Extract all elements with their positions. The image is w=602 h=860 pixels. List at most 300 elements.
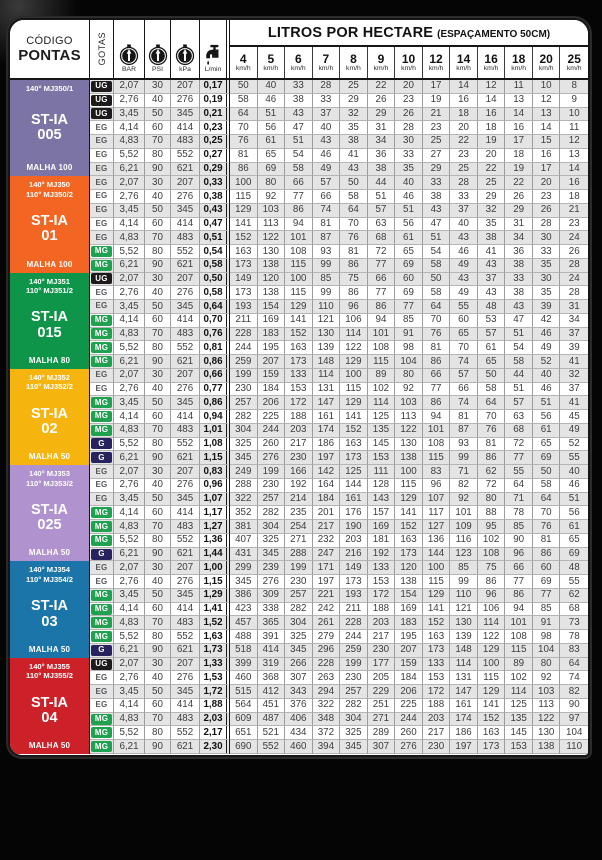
lha-cell: 64 — [230, 108, 258, 122]
lha-cell: 338 — [258, 603, 286, 617]
lha-cell: 257 — [285, 589, 313, 603]
bar-unit-label: BAR — [122, 66, 136, 74]
kpa-cell: 621 — [171, 259, 200, 273]
lha-cell: 228 — [340, 616, 368, 630]
lha-cell: 33 — [505, 273, 533, 287]
category-cell — [10, 176, 90, 272]
lha-cell: 99 — [313, 259, 341, 273]
model-line: 110° MJ352/2 — [26, 382, 73, 392]
lha-cell: 86 — [478, 451, 506, 465]
lha-cell: 172 — [285, 396, 313, 410]
kpa-cell: 345 — [171, 396, 200, 410]
lha-cell: 78 — [505, 506, 533, 520]
speed-header-cell-16kmh — [478, 47, 506, 78]
speed-value: 18 — [511, 51, 526, 66]
lha-cell: 35 — [533, 286, 561, 300]
lha-cell: 80 — [533, 658, 561, 672]
lmin-cell: 0,58 — [200, 286, 230, 300]
kpa-cell: 345 — [171, 685, 200, 699]
lha-cell: 22 — [478, 163, 506, 177]
speed-value: 9 — [377, 51, 385, 66]
drop-size-badge-eg: EG — [95, 480, 108, 490]
kpa-cell: 621 — [171, 355, 200, 369]
model-line: 140° MJ355 — [28, 661, 71, 671]
lha-cell: 457 — [230, 616, 258, 630]
lha-cell: 521 — [258, 726, 286, 740]
lha-cell: 257 — [258, 493, 286, 507]
lha-cell: 230 — [285, 451, 313, 465]
lha-cell: 29 — [423, 163, 451, 177]
lha-cell: 49 — [450, 286, 478, 300]
drop-size-badge-eg: EG — [95, 150, 108, 160]
lha-cell: 51 — [285, 135, 313, 149]
gotas-cell — [90, 713, 114, 727]
lha-cell: 87 — [313, 231, 341, 245]
lha-cell: 117 — [423, 506, 451, 520]
lha-cell: 57 — [505, 396, 533, 410]
lha-cell: 20 — [478, 149, 506, 163]
model-line: 140° MJ352 — [28, 372, 71, 382]
code-label — [31, 214, 68, 244]
lha-cell: 127 — [423, 520, 451, 534]
kpa-cell: 276 — [171, 94, 200, 108]
lha-cell: 82 — [560, 685, 588, 699]
lha-cell: 86 — [478, 575, 506, 589]
lha-cell: 18 — [450, 108, 478, 122]
lha-cell: 26 — [505, 190, 533, 204]
gotas-label: GOTAS — [96, 32, 107, 66]
lha-cell: 114 — [478, 616, 506, 630]
bar-cell: 2,07 — [114, 369, 145, 383]
lha-cell: 217 — [423, 726, 451, 740]
lha-cell: 17 — [423, 80, 451, 94]
psi-cell: 50 — [145, 396, 171, 410]
lha-cell: 122 — [340, 341, 368, 355]
lha-cell: 153 — [423, 671, 451, 685]
lha-cell: 186 — [450, 726, 478, 740]
lha-cell: 207 — [258, 355, 286, 369]
lha-cell: 51 — [258, 108, 286, 122]
bar-header-cell — [114, 20, 145, 78]
lha-cell: 65 — [395, 245, 423, 259]
lha-cell: 77 — [285, 190, 313, 204]
lha-cell: 690 — [230, 740, 258, 754]
lha-cell: 345 — [230, 451, 258, 465]
bar-cell: 6,21 — [114, 259, 145, 273]
lha-cell: 93 — [313, 245, 341, 259]
lha-cell: 345 — [285, 644, 313, 658]
lha-cell: 38 — [478, 231, 506, 245]
lha-cell: 99 — [450, 575, 478, 589]
gotas-cell — [90, 603, 114, 617]
lha-cell: 307 — [285, 671, 313, 685]
speed-header-cell-12kmh — [423, 47, 451, 78]
lha-cell: 76 — [478, 424, 506, 438]
lha-cell: 24 — [560, 231, 588, 245]
psi-cell: 90 — [145, 163, 171, 177]
lha-cell: 192 — [285, 479, 313, 493]
lha-cell: 129 — [340, 396, 368, 410]
bar-cell: 4,14 — [114, 410, 145, 424]
codigo-label: CÓDIGO — [26, 34, 73, 47]
kpa-cell: 414 — [171, 506, 200, 520]
lha-cell: 94 — [505, 603, 533, 617]
speed-unit: km/h — [235, 64, 251, 72]
lha-cell: 91 — [533, 616, 561, 630]
gotas-cell — [90, 534, 114, 548]
lha-cell: 460 — [285, 740, 313, 754]
speed-unit: km/h — [511, 64, 527, 72]
drop-size-badge-eg: EG — [95, 205, 108, 215]
lha-cell: 257 — [340, 685, 368, 699]
lha-cell: 58 — [478, 383, 506, 397]
model-label — [26, 469, 73, 488]
lha-cell: 217 — [285, 438, 313, 452]
gotas-header-cell — [90, 20, 114, 78]
lha-cell: 230 — [423, 740, 451, 754]
lha-cell: 121 — [450, 603, 478, 617]
lha-cell: 35 — [478, 218, 506, 232]
lha-cell: 33 — [313, 94, 341, 108]
lha-cell: 41 — [560, 396, 588, 410]
lha-cell: 201 — [313, 506, 341, 520]
lha-cell: 552 — [258, 740, 286, 754]
lha-cell: 22 — [450, 135, 478, 149]
lha-cell: 247 — [313, 548, 341, 562]
lha-cell: 276 — [258, 575, 286, 589]
lha-cell: 29 — [478, 190, 506, 204]
lha-cell: 94 — [423, 410, 451, 424]
kpa-cell: 345 — [171, 108, 200, 122]
gotas-cell — [90, 548, 114, 562]
lha-cell: 108 — [285, 245, 313, 259]
malha-label: MALHA 50 — [28, 452, 71, 462]
lha-cell: 69 — [560, 548, 588, 562]
lha-cell: 80 — [258, 176, 286, 190]
kpa-cell: 276 — [171, 383, 200, 397]
drop-size-badge-eg: EG — [95, 576, 108, 586]
kpa-cell: 207 — [171, 273, 200, 287]
lha-cell: 51 — [505, 383, 533, 397]
lha-cell: 244 — [340, 630, 368, 644]
code-size: 02 — [41, 420, 58, 437]
lha-cell: 304 — [258, 520, 286, 534]
lmin-cell: 0,64 — [200, 300, 230, 314]
model-label — [26, 662, 73, 681]
gotas-cell — [90, 300, 114, 314]
lha-cell: 25 — [450, 163, 478, 177]
psi-cell: 50 — [145, 685, 171, 699]
lha-cell: 244 — [258, 424, 286, 438]
lha-cell: 133 — [423, 658, 451, 672]
lha-cell: 102 — [505, 671, 533, 685]
lha-cell: 33 — [395, 149, 423, 163]
lha-cell: 122 — [258, 231, 286, 245]
lha-cell: 133 — [285, 369, 313, 383]
lha-cell: 71 — [505, 493, 533, 507]
lha-cell: 89 — [368, 369, 396, 383]
lmin-cell: 1,73 — [200, 644, 230, 658]
speed-header-cell-14kmh — [450, 47, 478, 78]
drop-size-badge-eg: EG — [95, 700, 108, 710]
model-line: 110° MJ350/2 — [26, 189, 73, 199]
kpa-cell: 207 — [171, 80, 200, 94]
drop-size-badge-ug: UG — [91, 659, 112, 670]
bar-cell: 2,76 — [114, 575, 145, 589]
lha-cell: 50 — [340, 176, 368, 190]
bar-cell: 4,83 — [114, 520, 145, 534]
lha-cell: 32 — [478, 204, 506, 218]
lha-cell: 46 — [533, 328, 561, 342]
lha-cell: 115 — [285, 259, 313, 273]
lha-cell: 46 — [450, 245, 478, 259]
kpa-cell: 276 — [171, 286, 200, 300]
lha-cell: 152 — [340, 424, 368, 438]
psi-cell: 90 — [145, 740, 171, 754]
psi-cell: 70 — [145, 424, 171, 438]
lha-cell: 135 — [505, 713, 533, 727]
lha-cell: 37 — [560, 328, 588, 342]
category-cell — [10, 273, 90, 369]
lha-cell: 103 — [533, 685, 561, 699]
lha-cell: 87 — [450, 424, 478, 438]
psi-cell: 80 — [145, 534, 171, 548]
lha-cell: 181 — [368, 534, 396, 548]
lha-cell: 51 — [560, 493, 588, 507]
lha-cell: 141 — [285, 314, 313, 328]
lha-cell: 163 — [478, 726, 506, 740]
code-size: 04 — [41, 709, 58, 726]
lha-cell: 197 — [313, 575, 341, 589]
lmin-unit-label: L/min — [204, 66, 222, 74]
lha-cell: 138 — [258, 286, 286, 300]
psi-cell: 90 — [145, 644, 171, 658]
lha-cell: 230 — [340, 671, 368, 685]
lha-cell: 294 — [313, 685, 341, 699]
lha-cell: 38 — [423, 190, 451, 204]
psi-cell: 30 — [145, 273, 171, 287]
drop-size-badge-eg: EG — [95, 232, 108, 242]
lmin-cell: 1,63 — [200, 630, 230, 644]
lha-cell: 41 — [478, 245, 506, 259]
kpa-cell: 276 — [171, 671, 200, 685]
code-series: ST-IA — [30, 502, 69, 519]
lha-cell: 184 — [395, 671, 423, 685]
lha-cell: 163 — [423, 630, 451, 644]
code-label — [31, 599, 68, 629]
kpa-cell: 414 — [171, 121, 200, 135]
lha-cell: 282 — [258, 506, 286, 520]
lha-cell: 70 — [423, 314, 451, 328]
lha-cell: 70 — [533, 506, 561, 520]
lha-cell: 304 — [285, 616, 313, 630]
lha-cell: 53 — [478, 314, 506, 328]
lha-cell: 56 — [395, 218, 423, 232]
speed-value: 20 — [539, 51, 553, 66]
lha-cell: 30 — [533, 273, 561, 287]
drop-size-badge-mg: MG — [91, 714, 112, 725]
psi-cell: 50 — [145, 108, 171, 122]
lha-cell: 153 — [368, 451, 396, 465]
lmin-cell: 0,94 — [200, 410, 230, 424]
lha-cell: 282 — [340, 699, 368, 713]
lha-cell: 230 — [285, 575, 313, 589]
lha-cell: 82 — [450, 479, 478, 493]
lha-cell: 25 — [340, 80, 368, 94]
drop-size-badge-mg: MG — [91, 425, 112, 436]
lha-cell: 279 — [313, 630, 341, 644]
lmin-cell: 1,44 — [200, 548, 230, 562]
bar-cell: 6,21 — [114, 163, 145, 177]
speed-value: 6 — [294, 51, 302, 66]
lha-cell: 74 — [450, 396, 478, 410]
bar-cell: 5,52 — [114, 245, 145, 259]
drop-size-badge-mg: MG — [91, 356, 112, 367]
lha-cell: 92 — [258, 190, 286, 204]
lha-cell: 55 — [505, 465, 533, 479]
lha-cell: 114 — [505, 685, 533, 699]
speed-unit: km/h — [401, 64, 416, 72]
lha-cell: 121 — [313, 314, 341, 328]
lha-cell: 154 — [258, 300, 286, 314]
lha-cell: 122 — [533, 713, 561, 727]
code-size: 025 — [37, 517, 62, 534]
kpa-cell: 207 — [171, 561, 200, 575]
lha-cell: 64 — [560, 658, 588, 672]
lha-cell: 261 — [313, 616, 341, 630]
lha-cell: 28 — [450, 176, 478, 190]
lha-cell: 61 — [533, 424, 561, 438]
lha-cell: 50 — [230, 80, 258, 94]
category-cell — [10, 465, 90, 561]
drop-size-badge-mg: MG — [91, 604, 112, 615]
lha-cell: 176 — [340, 506, 368, 520]
lha-cell: 114 — [340, 328, 368, 342]
lha-cell: 106 — [340, 314, 368, 328]
lha-cell: 61 — [395, 231, 423, 245]
kpa-cell: 483 — [171, 135, 200, 149]
speed-unit: km/h — [346, 64, 361, 72]
lha-cell: 56 — [258, 121, 286, 135]
lha-cell: 40 — [395, 176, 423, 190]
model-line: 140° MJ354 — [28, 565, 71, 575]
psi-cell: 60 — [145, 699, 171, 713]
lha-cell: 11 — [560, 121, 588, 135]
lha-cell: 143 — [368, 493, 396, 507]
lha-cell: 130 — [395, 438, 423, 452]
psi-cell: 90 — [145, 451, 171, 465]
lha-cell: 108 — [478, 548, 506, 562]
lha-cell: 85 — [533, 603, 561, 617]
lha-cell: 94 — [368, 314, 396, 328]
lha-cell: 145 — [368, 438, 396, 452]
lha-cell: 235 — [285, 506, 313, 520]
lha-cell: 40 — [533, 369, 561, 383]
lha-cell: 173 — [230, 286, 258, 300]
lmin-cell: 1,52 — [200, 616, 230, 630]
lmin-cell: 1,27 — [200, 520, 230, 534]
lha-cell: 77 — [368, 259, 396, 273]
lha-cell: 114 — [450, 658, 478, 672]
gotas-cell — [90, 479, 114, 493]
lha-cell: 28 — [560, 286, 588, 300]
lha-cell: 460 — [230, 671, 258, 685]
lha-cell: 66 — [505, 561, 533, 575]
gotas-cell — [90, 355, 114, 369]
lha-cell: 173 — [478, 740, 506, 754]
lha-cell: 10 — [533, 80, 561, 94]
drop-size-badge-mg: MG — [91, 521, 112, 532]
lha-cell: 38 — [505, 286, 533, 300]
lha-cell: 57 — [450, 369, 478, 383]
psi-header-cell — [145, 20, 171, 78]
lha-cell: 33 — [423, 176, 451, 190]
pontas-label: PONTAS — [18, 46, 81, 64]
lha-cell: 57 — [368, 204, 396, 218]
lha-cell: 128 — [368, 479, 396, 493]
lha-cell: 47 — [505, 314, 533, 328]
speed-unit: km/h — [566, 64, 582, 72]
lha-cell: 49 — [450, 259, 478, 273]
lha-cell: 69 — [258, 163, 286, 177]
bar-cell: 2,76 — [114, 286, 145, 300]
lha-cell: 16 — [505, 121, 533, 135]
gotas-cell — [90, 314, 114, 328]
gotas-cell — [90, 341, 114, 355]
lha-cell: 86 — [368, 300, 396, 314]
lha-cell: 211 — [340, 603, 368, 617]
lha-cell: 38 — [368, 163, 396, 177]
lha-cell: 177 — [368, 658, 396, 672]
lha-cell: 66 — [285, 176, 313, 190]
lha-cell: 183 — [258, 328, 286, 342]
lha-cell: 98 — [533, 630, 561, 644]
lha-cell: 63 — [505, 410, 533, 424]
lha-cell: 30 — [395, 135, 423, 149]
lha-cell: 15 — [533, 135, 561, 149]
lha-cell: 25 — [478, 176, 506, 190]
kpa-cell: 621 — [171, 163, 200, 177]
lha-cell: 115 — [395, 479, 423, 493]
lha-cell: 65 — [258, 149, 286, 163]
lha-cell: 74 — [450, 355, 478, 369]
lha-cell: 32 — [560, 369, 588, 383]
lha-cell: 352 — [230, 506, 258, 520]
lha-cell: 101 — [423, 424, 451, 438]
lha-cell: 147 — [450, 685, 478, 699]
lha-cell: 14 — [560, 163, 588, 177]
lha-cell: 65 — [560, 534, 588, 548]
drop-size-badge-mg: MG — [91, 328, 112, 339]
lha-cell: 251 — [368, 699, 396, 713]
lha-cell: 77 — [533, 589, 561, 603]
lha-cell: 45 — [560, 410, 588, 424]
drop-size-badge-mg: MG — [91, 631, 112, 642]
lha-cell: 276 — [258, 451, 286, 465]
psi-cell: 50 — [145, 204, 171, 218]
lha-cell: 254 — [285, 520, 313, 534]
code-series: ST-IA — [30, 112, 69, 129]
lha-cell: 129 — [285, 300, 313, 314]
lha-cell: 186 — [313, 438, 341, 452]
bar-cell: 2,76 — [114, 94, 145, 108]
kpa-cell: 414 — [171, 603, 200, 617]
lha-cell: 61 — [560, 520, 588, 534]
lha-cell: 85 — [313, 273, 341, 287]
category-cell — [10, 658, 90, 754]
psi-cell: 80 — [145, 438, 171, 452]
drop-size-badge-g: G — [91, 549, 112, 560]
